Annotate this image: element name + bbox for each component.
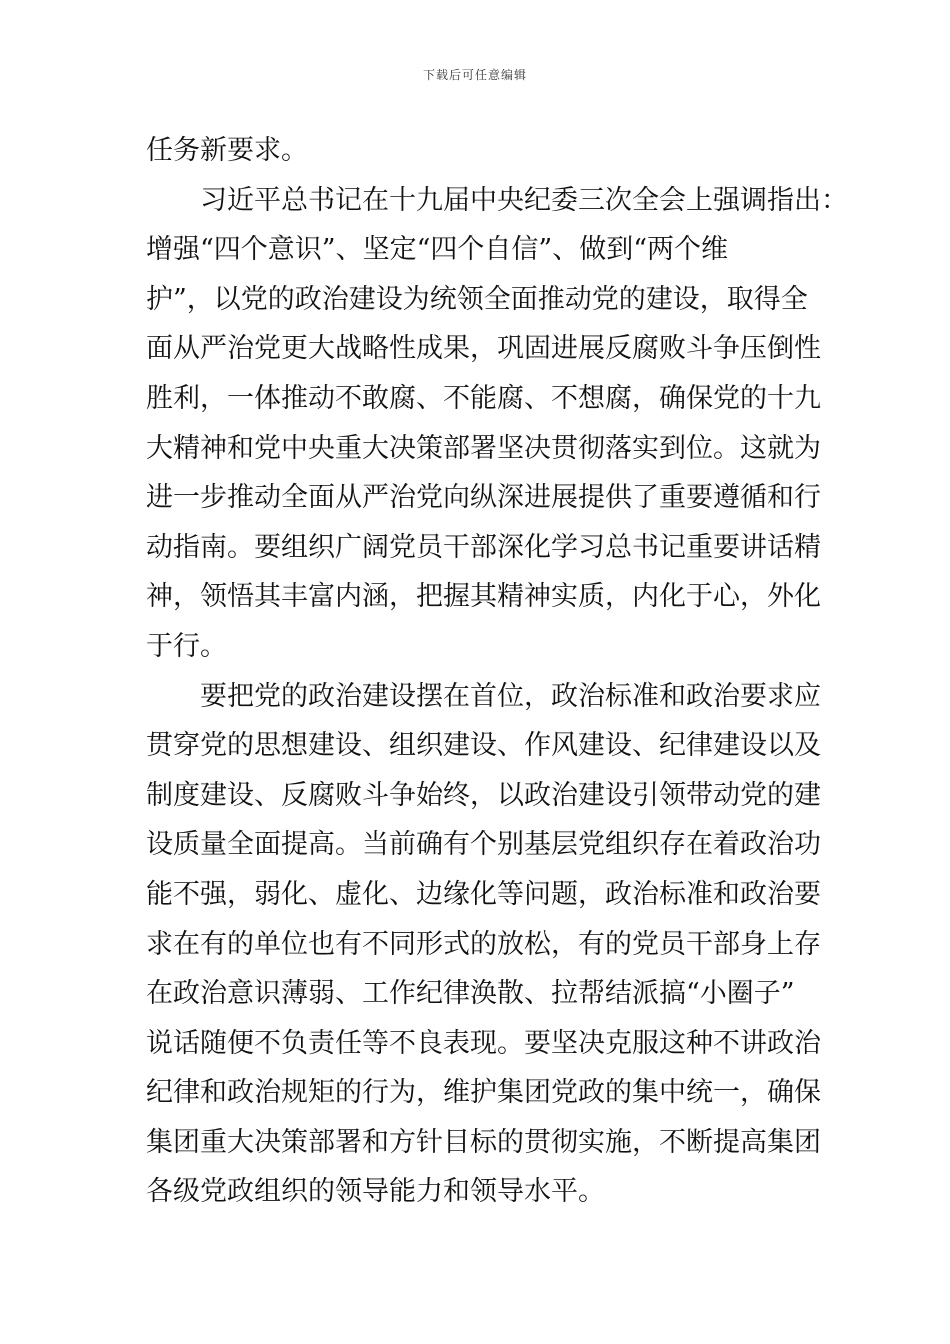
document-body (146, 126, 848, 1217)
text-line: 能不强，弱化、虚化、边缘化等问题，政治标准和政治要 (146, 878, 821, 910)
text-line: 各级党政组织的领导能力和领导水平。 (146, 1176, 605, 1208)
text-line: 动指南。要组织广阔党员干部深化学习总书记重要讲话精 (146, 531, 821, 563)
text-line: 增强“四个意识”、坚定“四个自信”、做到“两个维 (146, 234, 729, 266)
text-line: 面从严治党更大战略性成果，巩固进展反腐败斗争压倒性 (146, 333, 821, 365)
text-line: 设质量全面提高。当前确有个别基层党组织存在着政治功 (146, 829, 821, 861)
text-line: 护”，以党的政治建设为统领全面推动党的建设，取得全 (146, 283, 808, 315)
text-line: 集团重大决策部署和方针目标的贯彻实施，不断提高集团 (146, 1126, 821, 1158)
text-line: 要把党的政治建设摆在首位，政治标准和政治要求应 (200, 680, 821, 712)
text-line: 纪律和政治规矩的行为，维护集团党政的集中统一，确保 (146, 1077, 821, 1109)
header-note: 下载后可任意编辑 (422, 68, 527, 82)
text-line: 说话随便不负责任等不良表现。要坚决克服这种不讲政治 (146, 1027, 821, 1059)
text-line: 进一步推动全面从严治党向纵深进展提供了重要遵循和行 (146, 482, 821, 514)
text-line: 神，领悟其丰富内涵，把握其精神实质，内化于心，外化 (146, 581, 821, 613)
text-line: 于行。 (146, 630, 227, 662)
text-line: 求在有的单位也有不同形式的放松，有的党员干部身上存 (146, 928, 821, 960)
text-line: 制度建设、反腐败斗争始终，以政治建设引领带动党的建 (146, 779, 821, 811)
text-line: 大精神和党中央重大决策部署坚决贯彻落实到位。这就为 (146, 432, 821, 464)
text-line: 在政治意识薄弱、工作纪律涣散、拉帮结派搞“小圈子” (146, 978, 795, 1010)
text-line: 习近平总书记在十九届中央纪委三次全会上强调指出： (200, 184, 848, 216)
text-line: 胜利，一体推动不敢腐、不能腐、不想腐，确保党的十九 (146, 382, 821, 414)
text-line: 贯穿党的思想建设、组织建设、作风建设、纪律建设以及 (146, 730, 821, 762)
text-line: 任务新要求。 (146, 135, 308, 166)
